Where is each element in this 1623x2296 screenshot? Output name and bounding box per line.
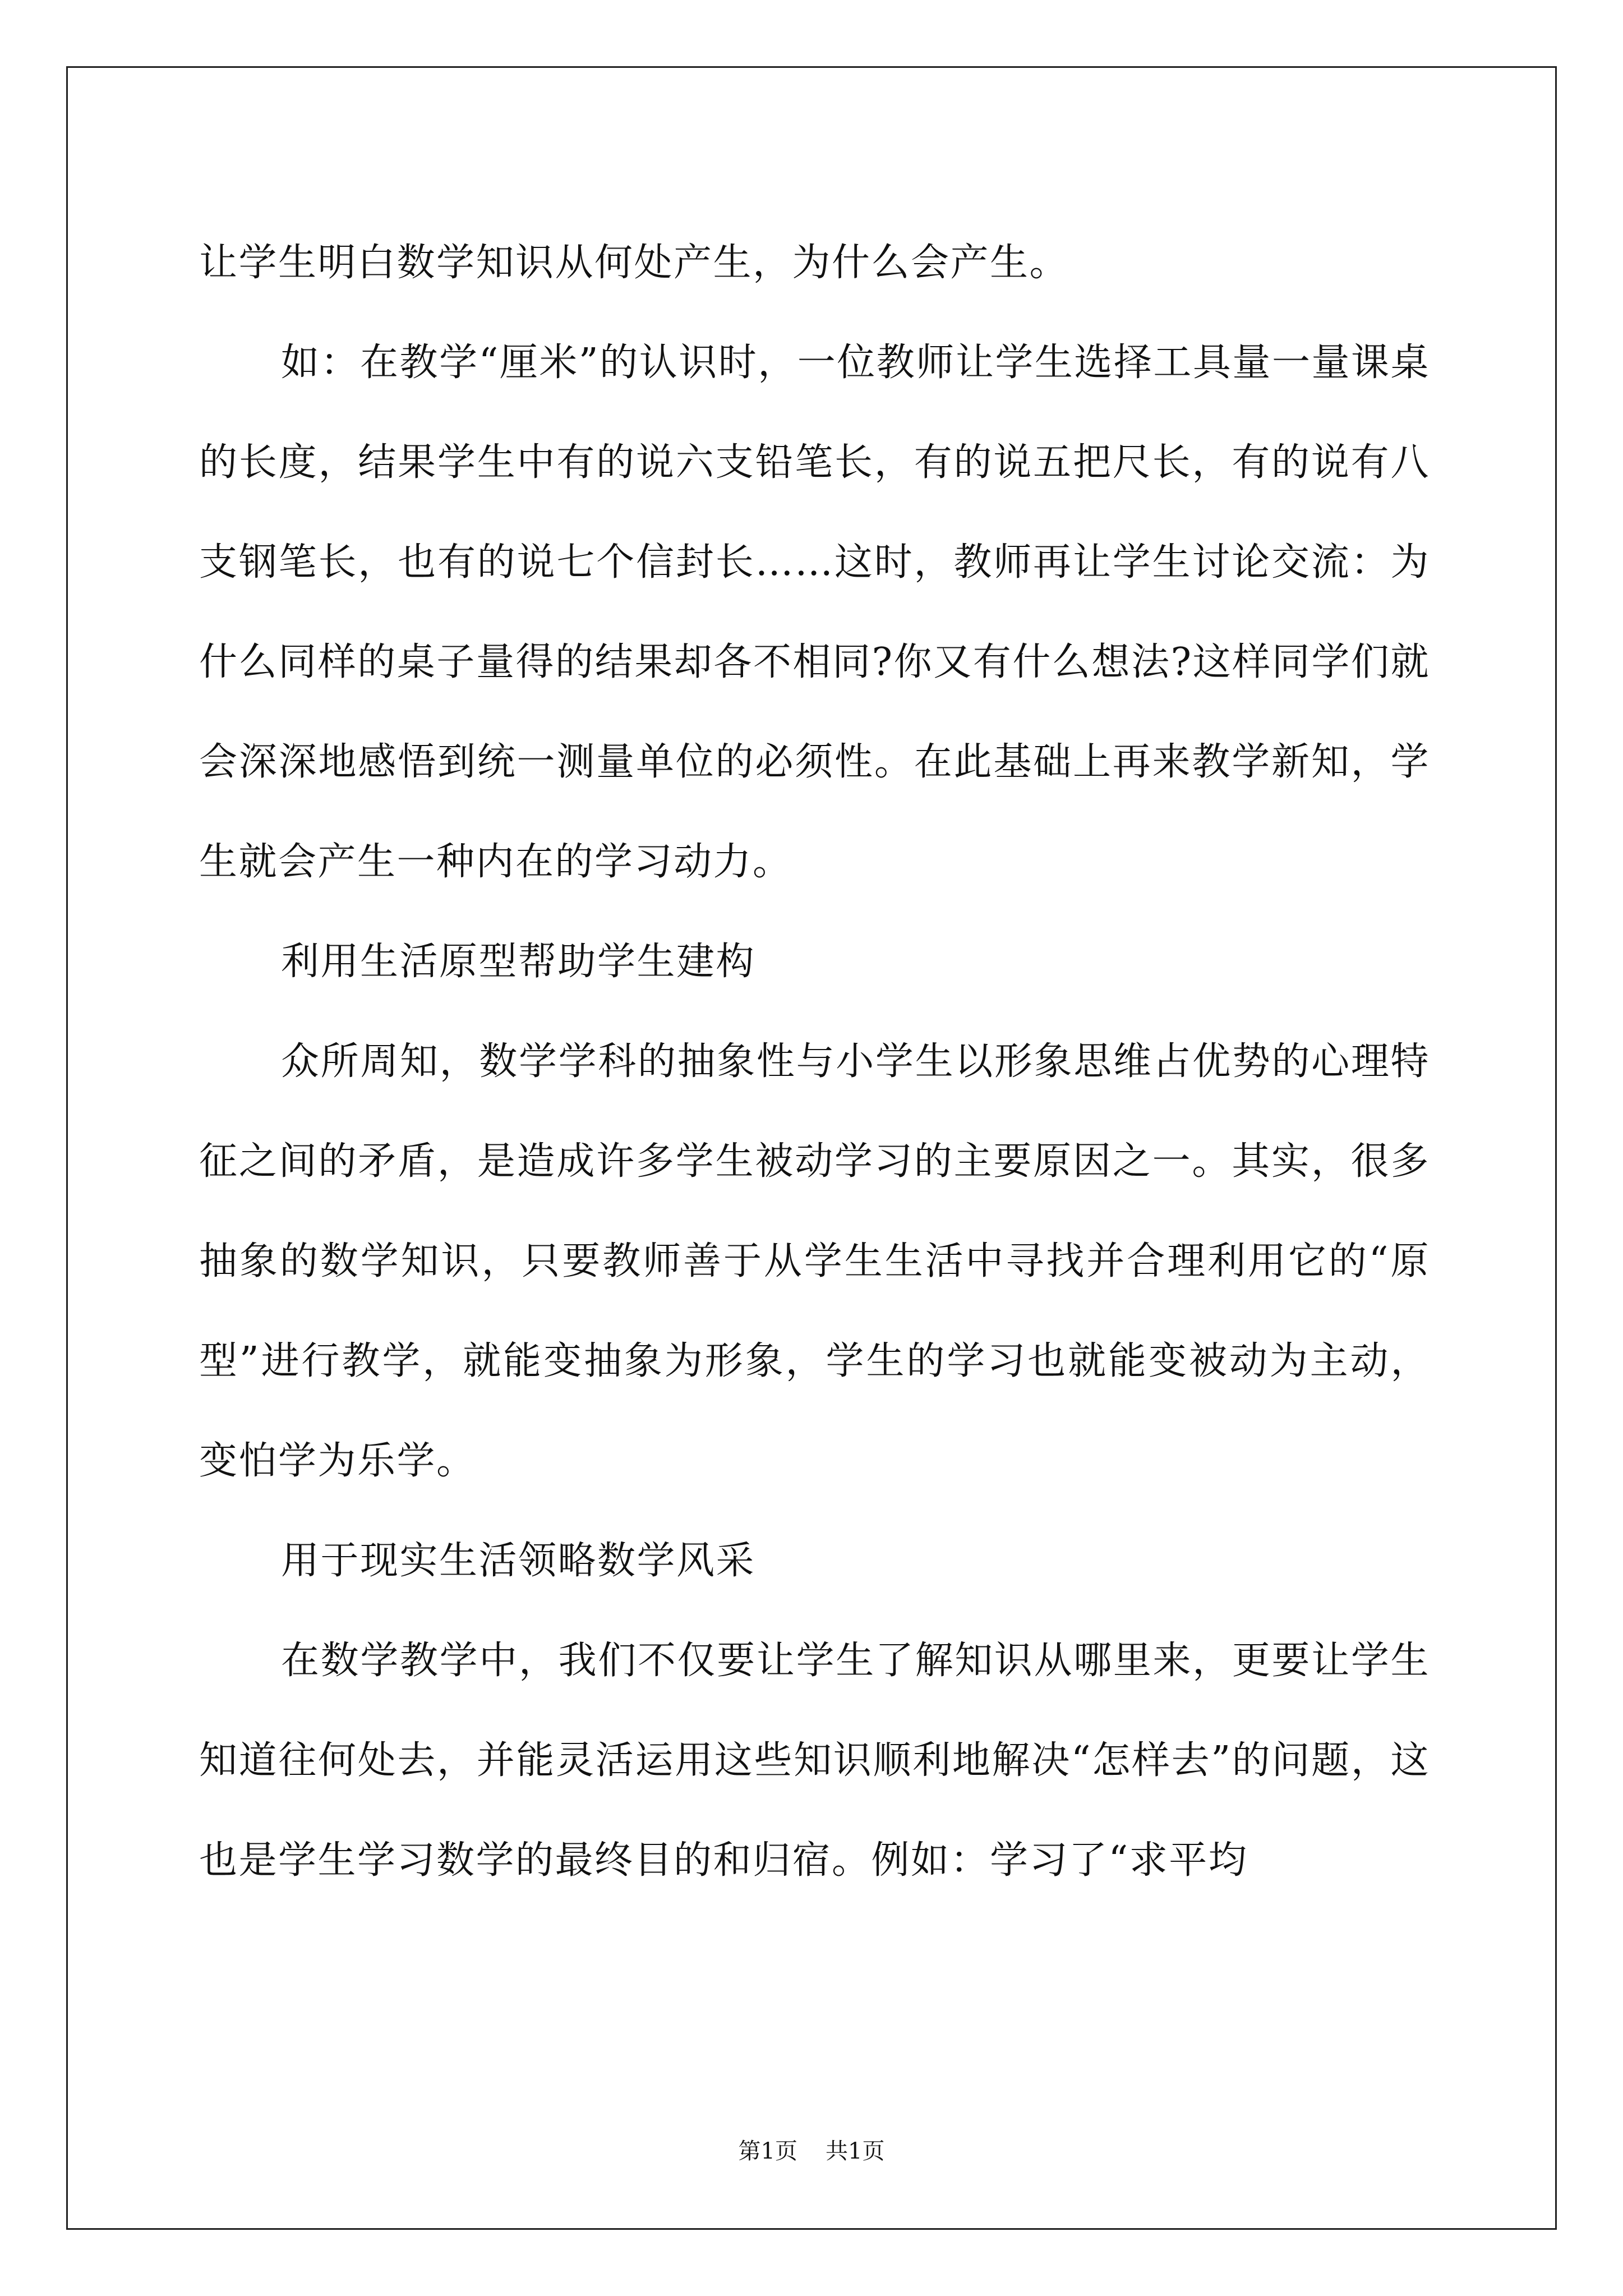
page-number: 第1页	[738, 2138, 797, 2164]
section-heading-life-prototype: 利用生活原型帮助学生建构	[281, 940, 756, 984]
document-body	[199, 213, 1430, 1911]
page-footer	[0, 2134, 1623, 2168]
paragraph-application: 在数学教学中，我们不仅要让学生了解知识从哪里来，更要让学生知道往何处去，并能灵活运用这些知识顺利地解决“怎样去”的问题，这也是学生学习数学的最终目的和归宿。例如：学习了“求平均	[199, 1639, 1430, 1883]
paragraph-intro-line: 让学生明白数学知识从何处产生，为什么会产生。	[199, 241, 1069, 285]
paragraph-abstraction: 众所周知，数学学科的抽象性与小学生以形象思维占优势的心理特征之间的矛盾，是造成许多学生被动学习的主要原因之一。其实，很多抽象的数学知识，只要教师善于从学生生活中寻找并合理利用它的“原型”进行教学，就能变抽象为形象，学生的学习也就能变被动为主动，变怕学为乐学。	[199, 1039, 1430, 1483]
paragraph-centimeter-example: 如：在教学“厘米”的认识时，一位教师让学生选择工具量一量课桌的长度，结果学生中有的说六支铅笔长，有的说五把尺长，有的说有八支钢笔长，也有的说七个信封长……这时，教师再让学生讨论交流：为什么同样的桌子量得的结果却各不相同?你又有什么想法?这样同学们就会深深地感悟到统一测量单位的必须性。在此基础上再来教学新知，学生就会产生一种内在的学习动力。	[199, 341, 1430, 884]
section-heading-real-life: 用于现实生活领略数学风采	[281, 1539, 756, 1583]
page-total: 共1页	[826, 2138, 885, 2164]
